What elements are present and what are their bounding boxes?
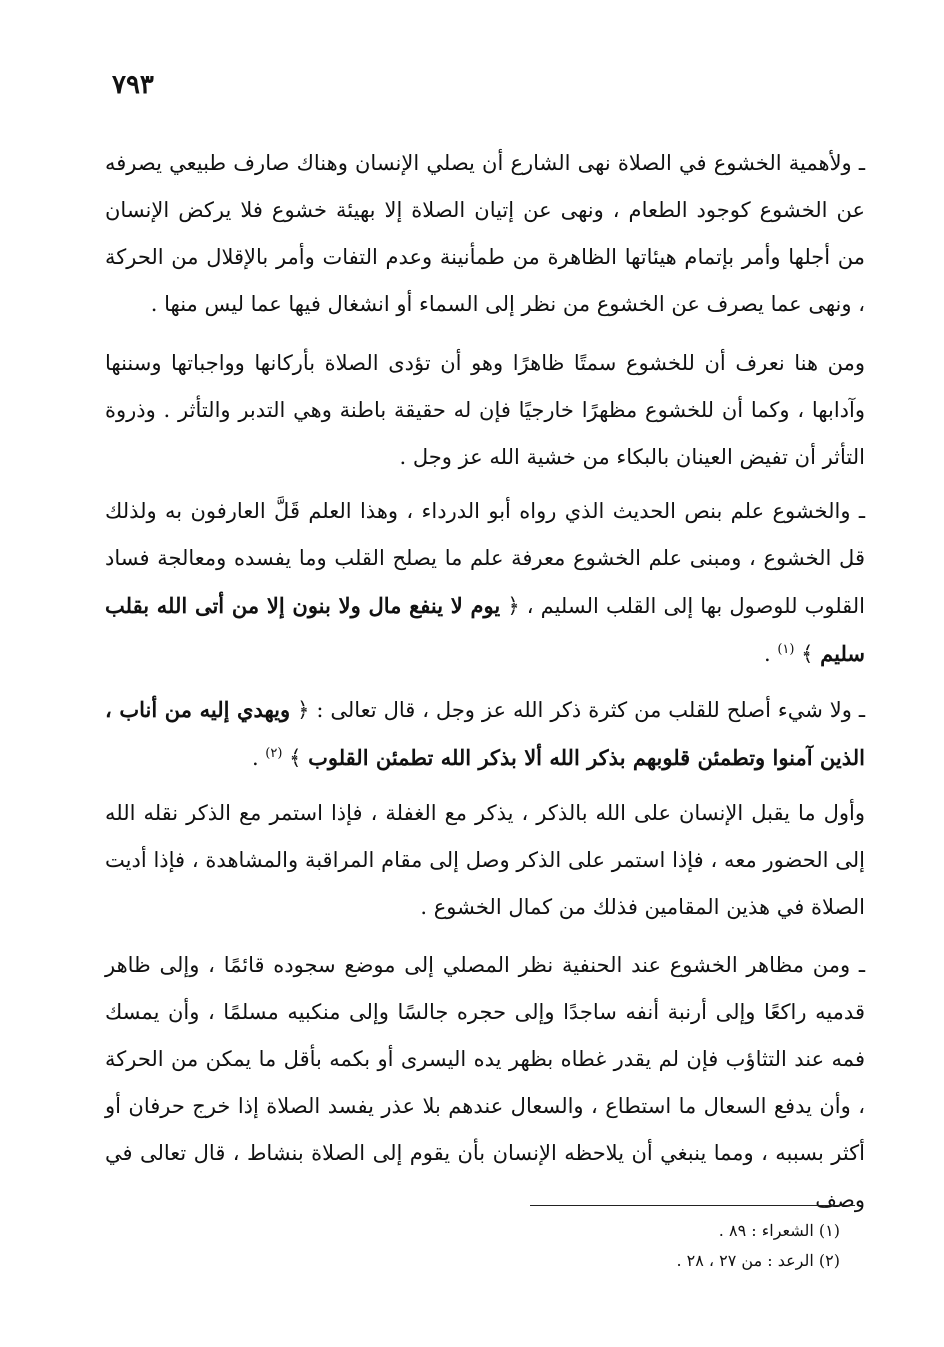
paragraph-2: ومن هنا نعرف أن للخشوع سمتًا ظاهرًا وهو أن تؤدى الصلاة بأركانها وواجباتها وسننها وآدابها ، وكما أن للخشوع مظهرًا خارجيًا فإن له حقيقة باطنة وهي التدبر والتأثر . وذروة التأثر أن تفيض العينان بالبكاء من خشية الله عز وجل . [105,351,865,469]
footnote-ref-1: (١) [777,642,795,657]
paragraph-5: وأول ما يقبل الإنسان على الله بالذكر ، يذكر مع الغفلة ، فإذا استمر مع الذكر نقله الله إلى الحضور معه ، فإذا استمر على الذكر وصل إلى مقام المراقبة والمشاهدة ، فإذا أديت الصلاة في هذين المقامين فذلك من كمال الخشوع . [105,801,865,919]
paragraph-3-text: ـ والخشوع علم بنص الحديث الذي رواه أبو الدرداء ، وهذا العلم قَلَّ العارفون به ولذلك قل الخشوع ، ومبنى علم الخشوع معرفة علم ما يصلح القلب وما يفسده ومعالجة فساد القلوب للوصول بها إلى القلب السليم ، ﴿ [105,499,865,618]
page-number: ٧٩٣ [112,70,154,100]
paragraph-4-end: . [251,746,266,770]
footnote-ref-2: (٢) [265,746,283,761]
footnotes [500,1216,840,1276]
quote-close-2: ﴾ [289,746,309,770]
footnote-2: (٢) الرعد : من ٢٧ ، ٢٨ . [676,1251,840,1270]
paragraph-3-end: . [763,642,778,666]
quran-quote-1: يوم لا ينفع مال ولا بنون إلا من أتى الله بقلب سليم [105,593,865,666]
paragraph-4 [105,686,865,782]
paragraph-3 [105,488,865,678]
quran-quote-2: ويهدي إليه من أناب ، الذين آمنوا وتطمئن قلوبهم بذكر الله ألا بذكر الله تطمئن القلوب [105,697,865,770]
quote-close-1: ﴾ [801,642,821,666]
paragraph-6: ـ ومن مظاهر الخشوع عند الحنفية نظر المصلي إلى موضع سجوده قائمًا ، وإلى ظاهر قدميه راكعًا وإلى أرنبة أنفه ساجدًا وإلى حجره جالسًا وإلى منكبيه مسلمًا ، وأن يمسك فمه عند التثاؤب فإن لم يقدر غطاه بظهر يده اليسرى أو بكمه بأقل ما يمكن من الحركة ، وأن يدفع السعال ما استطاع ، والسعال عندهم بلا عذر يفسد الصلاة إذا خرج حرفان أو أكثر بسببه ، ومما ينبغي أن يلاحظه الإنسان بأن يقوم إلى الصلاة بنشاط ، قال تعالى في وصف [105,953,865,1212]
paragraph-4-text: ـ ولا شيء أصلح للقلب من كثرة ذكر الله عز وجل ، قال تعالى : ﴿ [290,698,865,722]
footnote-1: (١) الشعراء : ٨٩ . [718,1221,840,1240]
footnote-separator [530,1205,855,1206]
paragraph-1: ـ ولأهمية الخشوع في الصلاة نهى الشارع أن يصلي الإنسان وهناك صارف طبيعي يصرفه عن الخشوع كوجود الطعام ، ونهى عن إتيان الصلاة إلا بهيئة خشوع فلا يركض الإنسان من أجلها وأمر بإتمام هيئاتها الظاهرة من طمأنينة وعدم التفات وأمر بالإقلال من الحركة ، ونهى عما يصرف عن الخشوع من نظر إلى السماء أو انشغال فيها عما ليس منها . [105,151,865,316]
